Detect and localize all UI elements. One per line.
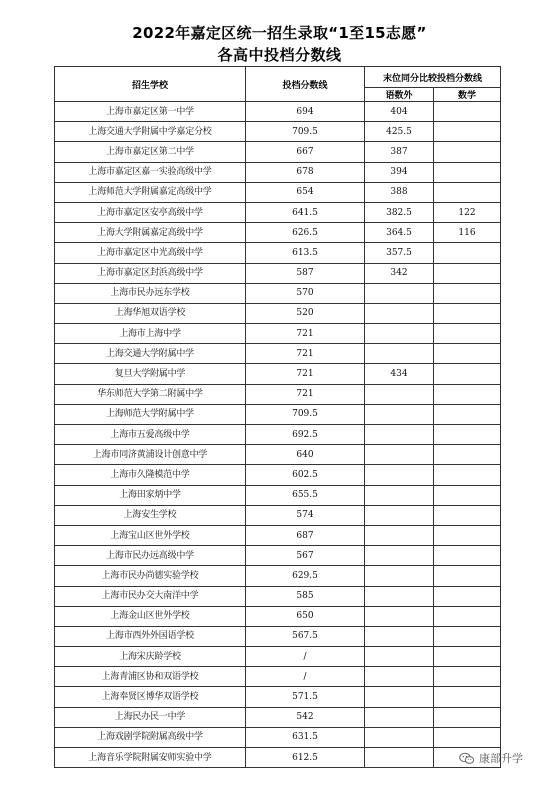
tiebreak-lang-cell: 404 xyxy=(365,102,434,122)
tiebreak-math-cell xyxy=(434,546,501,566)
score-cell: 692.5 xyxy=(246,425,365,445)
score-table xyxy=(54,66,501,768)
tiebreak-math-cell xyxy=(434,586,501,606)
school-name-cell: 上海民办民一中学 xyxy=(55,707,246,727)
tiebreak-lang-cell xyxy=(365,647,434,667)
score-cell: 542 xyxy=(246,707,365,727)
score-cell: 571.5 xyxy=(246,687,365,707)
score-cell: 640 xyxy=(246,445,365,465)
score-cell: 567 xyxy=(246,546,365,566)
table-row xyxy=(55,687,501,707)
score-cell: 687 xyxy=(246,525,365,545)
school-name-cell: 上海大学附属嘉定高级中学 xyxy=(55,223,246,243)
school-name-cell: 上海市嘉定区封浜高级中学 xyxy=(55,263,246,283)
tiebreak-lang-cell xyxy=(365,384,434,404)
school-name-cell: 上海师范大学附属嘉定高级中学 xyxy=(55,182,246,202)
school-name-cell: 上海戏剧学院附属高级中学 xyxy=(55,727,246,747)
tiebreak-lang-cell xyxy=(365,425,434,445)
tiebreak-lang-cell xyxy=(365,525,434,545)
tiebreak-lang-cell: 387 xyxy=(365,142,434,162)
school-name-cell: 上海市上海中学 xyxy=(55,324,246,344)
score-cell: 570 xyxy=(246,283,365,303)
school-name-cell: 上海市嘉定区第二中学 xyxy=(55,142,246,162)
tiebreak-lang-cell: 394 xyxy=(365,162,434,182)
page-title-line2: 各高中投档分数线 xyxy=(217,46,342,64)
tiebreak-math-cell xyxy=(434,283,501,303)
tiebreak-lang-cell xyxy=(365,404,434,424)
tiebreak-lang-cell: 364.5 xyxy=(365,223,434,243)
score-cell: 654 xyxy=(246,182,365,202)
tiebreak-lang-cell: 342 xyxy=(365,263,434,283)
table-row xyxy=(55,546,501,566)
table-row xyxy=(55,202,501,222)
table-row xyxy=(55,465,501,485)
table-row xyxy=(55,283,501,303)
score-cell: 721 xyxy=(246,384,365,404)
school-name-cell: 上海宝山区世外学校 xyxy=(55,525,246,545)
table-row xyxy=(55,626,501,646)
tiebreak-math-cell xyxy=(434,445,501,465)
tiebreak-lang-cell xyxy=(365,465,434,485)
tiebreak-math-cell xyxy=(434,122,501,142)
table-row xyxy=(55,566,501,586)
school-name-cell: 上海市民办远东学校 xyxy=(55,283,246,303)
tiebreak-math-cell xyxy=(434,687,501,707)
tiebreak-lang-cell xyxy=(365,626,434,646)
table-row xyxy=(55,425,501,445)
wechat-icon xyxy=(459,752,475,765)
table-row xyxy=(55,707,501,727)
table-row xyxy=(55,748,501,768)
tiebreak-math-cell xyxy=(434,667,501,687)
page-title-line1: 2022年嘉定区统一招生录取“1至15志愿” xyxy=(132,24,427,42)
table-row xyxy=(55,647,501,667)
school-name-cell: 上海奉贤区博华双语学校 xyxy=(55,687,246,707)
tiebreak-lang-cell xyxy=(365,344,434,364)
tiebreak-lang-cell: 357.5 xyxy=(365,243,434,263)
tiebreak-math-cell xyxy=(434,162,501,182)
school-name-cell: 上海市嘉定区第一中学 xyxy=(55,102,246,122)
school-name-cell: 上海市五爱高级中学 xyxy=(55,425,246,445)
table-row xyxy=(55,102,501,122)
school-name-cell: 上海安生学校 xyxy=(55,505,246,525)
table-row xyxy=(55,667,501,687)
tiebreak-math-cell xyxy=(434,727,501,747)
table-row xyxy=(55,344,501,364)
watermark-text: 康部升学 xyxy=(479,752,523,765)
tiebreak-math-cell xyxy=(434,425,501,445)
tiebreak-math-cell xyxy=(434,525,501,545)
tiebreak-lang-cell xyxy=(365,566,434,586)
header-score: 投档分数线 xyxy=(246,67,365,102)
table-row xyxy=(55,364,501,384)
table-row xyxy=(55,122,501,142)
tiebreak-math-cell xyxy=(434,505,501,525)
score-cell: 678 xyxy=(246,162,365,182)
tiebreak-lang-cell xyxy=(365,586,434,606)
score-cell: / xyxy=(246,647,365,667)
header-tiebreak-group: 末位同分比较投档分数线 xyxy=(365,67,501,88)
tiebreak-math-cell xyxy=(434,344,501,364)
tiebreak-lang-cell xyxy=(365,606,434,626)
tiebreak-math-cell xyxy=(434,626,501,646)
school-name-cell: 上海市民办远高级中学 xyxy=(55,546,246,566)
tiebreak-lang-cell xyxy=(365,485,434,505)
table-row xyxy=(55,384,501,404)
table-row xyxy=(55,727,501,747)
score-cell: 655.5 xyxy=(246,485,365,505)
tiebreak-math-cell: 122 xyxy=(434,202,501,222)
score-cell: / xyxy=(246,667,365,687)
table-row xyxy=(55,606,501,626)
tiebreak-lang-cell: 425.5 xyxy=(365,122,434,142)
table-row xyxy=(55,324,501,344)
score-cell: 721 xyxy=(246,344,365,364)
tiebreak-math-cell xyxy=(434,566,501,586)
tiebreak-lang-cell: 382.5 xyxy=(365,202,434,222)
score-cell: 613.5 xyxy=(246,243,365,263)
table-row xyxy=(55,263,501,283)
school-name-cell: 上海市同济黄浦设计创意中学 xyxy=(55,445,246,465)
school-name-cell: 上海市民办尚德实验学校 xyxy=(55,566,246,586)
score-cell: 721 xyxy=(246,324,365,344)
table-row xyxy=(55,445,501,465)
tiebreak-math-cell xyxy=(434,364,501,384)
tiebreak-lang-cell xyxy=(365,505,434,525)
tiebreak-lang-cell xyxy=(365,727,434,747)
tiebreak-math-cell xyxy=(434,102,501,122)
table-row xyxy=(55,485,501,505)
tiebreak-math-cell xyxy=(434,303,501,323)
score-cell: 574 xyxy=(246,505,365,525)
school-name-cell: 上海师范大学附属中学 xyxy=(55,404,246,424)
score-cell: 567.5 xyxy=(246,626,365,646)
score-cell: 721 xyxy=(246,364,365,384)
school-name-cell: 上海华旭双语学校 xyxy=(55,303,246,323)
school-name-cell: 上海市西外外国语学校 xyxy=(55,626,246,646)
tiebreak-math-cell xyxy=(434,647,501,667)
tiebreak-lang-cell xyxy=(365,687,434,707)
score-cell: 629.5 xyxy=(246,566,365,586)
tiebreak-lang-cell xyxy=(365,748,434,768)
table-row xyxy=(55,525,501,545)
score-cell: 585 xyxy=(246,586,365,606)
tiebreak-math-cell xyxy=(434,606,501,626)
tiebreak-math-cell xyxy=(434,263,501,283)
score-cell: 709.5 xyxy=(246,122,365,142)
table-row xyxy=(55,223,501,243)
score-cell: 709.5 xyxy=(246,404,365,424)
school-name-cell: 上海市嘉定区嘉一实验高级中学 xyxy=(55,162,246,182)
table-row xyxy=(55,182,501,202)
table-row xyxy=(55,162,501,182)
tiebreak-math-cell xyxy=(434,324,501,344)
tiebreak-math-cell xyxy=(434,142,501,162)
score-cell: 626.5 xyxy=(246,223,365,243)
watermark xyxy=(459,748,523,768)
school-name-cell: 上海田家炳中学 xyxy=(55,485,246,505)
score-cell: 631.5 xyxy=(246,727,365,747)
tiebreak-lang-cell xyxy=(365,707,434,727)
school-name-cell: 上海市嘉定区中光高级中学 xyxy=(55,243,246,263)
table-row xyxy=(55,404,501,424)
table-row xyxy=(55,142,501,162)
tiebreak-math-cell xyxy=(434,707,501,727)
table-row xyxy=(55,505,501,525)
score-cell: 587 xyxy=(246,263,365,283)
tiebreak-math-cell xyxy=(434,384,501,404)
school-name-cell: 上海市民办交大南洋中学 xyxy=(55,586,246,606)
table-row xyxy=(55,303,501,323)
school-name-cell: 复旦大学附属中学 xyxy=(55,364,246,384)
header-math: 数学 xyxy=(434,88,501,102)
school-name-cell: 华东师范大学第二附属中学 xyxy=(55,384,246,404)
school-name-cell: 上海交通大学附属中学嘉定分校 xyxy=(55,122,246,142)
score-cell: 520 xyxy=(246,303,365,323)
tiebreak-lang-cell xyxy=(365,445,434,465)
tiebreak-math-cell: 116 xyxy=(434,223,501,243)
table-header xyxy=(55,67,501,102)
score-cell: 650 xyxy=(246,606,365,626)
tiebreak-math-cell xyxy=(434,243,501,263)
score-cell: 602.5 xyxy=(246,465,365,485)
tiebreak-lang-cell xyxy=(365,667,434,687)
tiebreak-lang-cell xyxy=(365,324,434,344)
table-row xyxy=(55,243,501,263)
school-name-cell: 上海市久隆模范中学 xyxy=(55,465,246,485)
tiebreak-math-cell xyxy=(434,182,501,202)
tiebreak-lang-cell: 388 xyxy=(365,182,434,202)
tiebreak-lang-cell xyxy=(365,283,434,303)
score-cell: 694 xyxy=(246,102,365,122)
score-cell: 667 xyxy=(246,142,365,162)
header-school: 招生学校 xyxy=(55,67,246,102)
table-body xyxy=(55,102,501,768)
tiebreak-lang-cell: 434 xyxy=(365,364,434,384)
tiebreak-lang-cell xyxy=(365,303,434,323)
school-name-cell: 上海音乐学院附属安师实验中学 xyxy=(55,748,246,768)
tiebreak-math-cell xyxy=(434,465,501,485)
tiebreak-lang-cell xyxy=(365,546,434,566)
table-row xyxy=(55,586,501,606)
school-name-cell: 上海金山区世外学校 xyxy=(55,606,246,626)
school-name-cell: 上海宋庆龄学校 xyxy=(55,647,246,667)
school-name-cell: 上海青浦区协和双语学校 xyxy=(55,667,246,687)
school-name-cell: 上海交通大学附属中学 xyxy=(55,344,246,364)
score-cell: 641.5 xyxy=(246,202,365,222)
tiebreak-math-cell xyxy=(434,404,501,424)
score-cell: 612.5 xyxy=(246,748,365,768)
header-foreign-language: 语数外 xyxy=(365,88,434,102)
tiebreak-math-cell xyxy=(434,485,501,505)
school-name-cell: 上海市嘉定区安亭高级中学 xyxy=(55,202,246,222)
